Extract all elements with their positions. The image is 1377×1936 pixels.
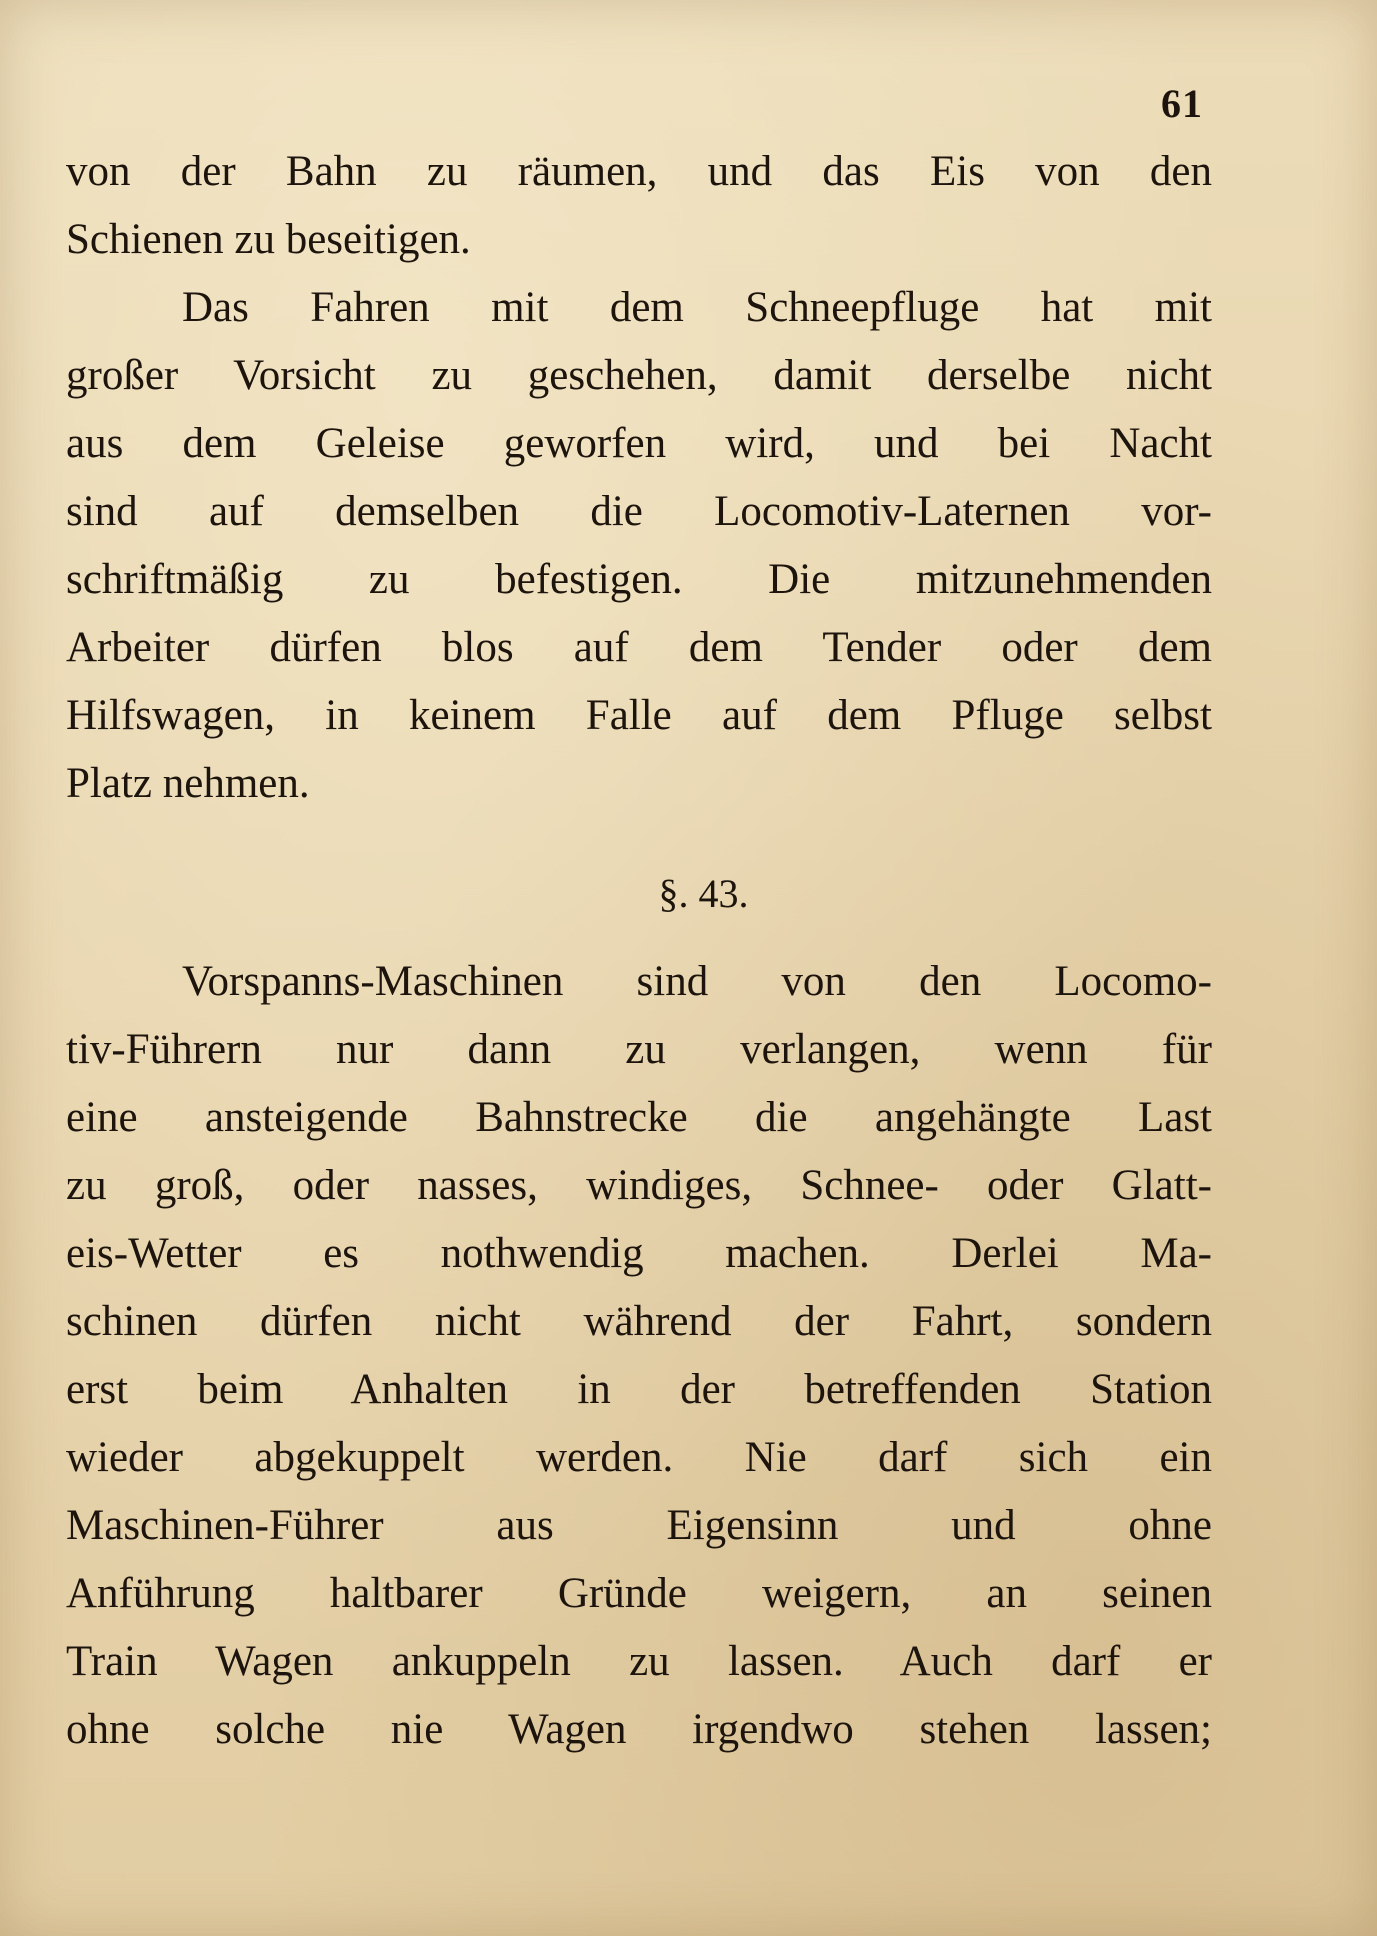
page-number: 61: [1161, 81, 1203, 126]
paragraph-section-43: [66, 948, 1212, 1764]
text-line: großer Vorsicht zu geschehen, damit derselbe nicht: [66, 352, 1212, 399]
text-line: Das Fahren mit dem Schneepfluge hat mit: [182, 284, 1212, 331]
text-line: eine ansteigende Bahnstrecke die angehängte Last: [66, 1094, 1212, 1141]
text-line: wieder abgekuppelt werden. Nie darf sich ein: [66, 1434, 1212, 1481]
text-line: aus dem Geleise geworfen wird, und bei Nacht: [66, 420, 1212, 467]
text-line: Vorspanns-Maschinen sind von den Locomo-: [182, 958, 1212, 1005]
text-line: zu groß, oder nasses, windiges, Schnee- oder Glatt-: [66, 1162, 1212, 1209]
text-line: Schienen zu beseitigen.: [66, 216, 471, 263]
text-line: Train Wagen ankuppeln zu lassen. Auch darf er: [66, 1638, 1212, 1685]
text-line: Maschinen-Führer aus Eigensinn und ohne: [66, 1502, 1212, 1549]
text-line: sind auf demselben die Locomotiv-Laternen vor-: [66, 488, 1212, 535]
text-line: von der Bahn zu räumen, und das Eis von den: [66, 148, 1212, 195]
text-line: Hilfswagen, in keinem Falle auf dem Pfluge selbst: [66, 692, 1212, 739]
text-line: eis-Wetter es nothwendig machen. Derlei Ma-: [66, 1230, 1212, 1277]
text-line: Anführung haltbarer Gründe weigern, an seinen: [66, 1570, 1212, 1617]
text-line: schinen dürfen nicht während der Fahrt, sondern: [66, 1298, 1212, 1345]
text-line: erst beim Anhalten in der betreffenden Station: [66, 1366, 1212, 1413]
text-line: Arbeiter dürfen blos auf dem Tender oder dem: [66, 624, 1212, 671]
section-heading: §. 43.: [658, 871, 749, 916]
text-line: tiv-Führern nur dann zu verlangen, wenn für: [66, 1026, 1212, 1073]
text-line: ohne solche nie Wagen irgendwo stehen lassen;: [66, 1706, 1212, 1753]
text-line: schriftmäßig zu befestigen. Die mitzunehmenden: [66, 556, 1212, 603]
text-line: Platz nehmen.: [66, 760, 310, 807]
paragraph-continuation: [66, 138, 1212, 274]
paragraph-snowplough: [66, 274, 1212, 818]
